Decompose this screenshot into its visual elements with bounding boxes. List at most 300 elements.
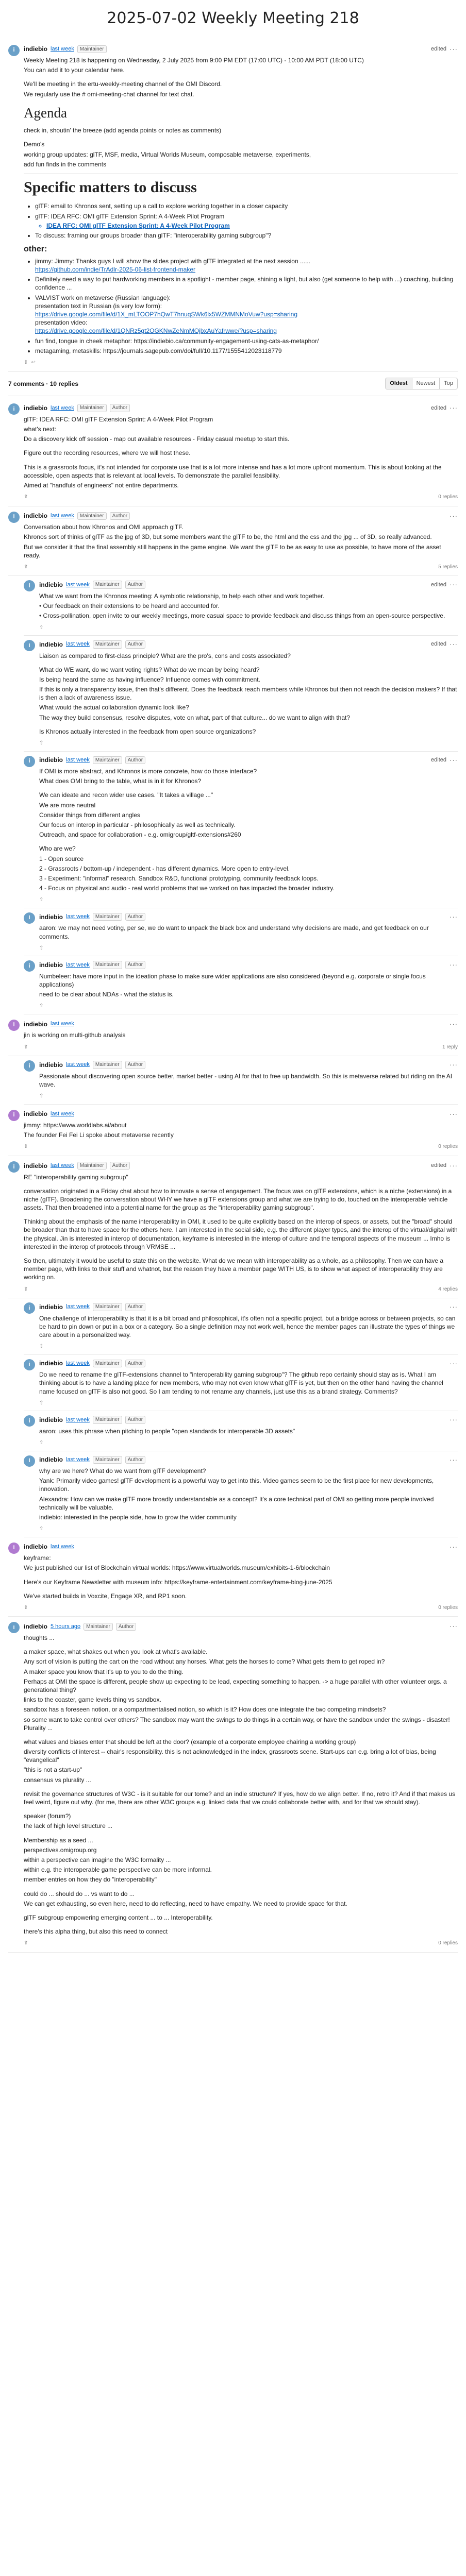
comment-line: We can ideate and recon wider use cases. "It takes a village ..." [39, 791, 213, 799]
post-meta [24, 45, 458, 54]
role-badge: Author [125, 1303, 145, 1311]
comment-footer [39, 896, 458, 904]
comment-time[interactable]: last week [66, 1360, 90, 1367]
author-name[interactable]: indiebio [24, 45, 47, 53]
role-badge: Maintainer [84, 1623, 113, 1631]
comment-line: within e.g. the interoperable game perspective can be more informal. [24, 1866, 212, 1874]
comment-line: what values and biases enter that should be left at the door? (example of a corporate employee chairing a working group) [24, 1738, 356, 1745]
role-badge: Author [110, 404, 130, 412]
avatar[interactable]: i [8, 512, 20, 523]
comment-line: links to the coaster, game levels thing vs sandbox. [24, 1696, 161, 1704]
comment [8, 1537, 458, 1617]
comment-line: The way they build consensus, resolve disputes, vote on what, part of that culture... do we want to align with that? [39, 714, 351, 721]
role-badge: Author [125, 1360, 145, 1368]
comment-body [39, 1415, 458, 1446]
upvote-icon[interactable]: ⇧ [39, 945, 44, 951]
list-item: • glTF: IDEA RFC: OMI glTF Extension Sprint: A 4-Week Pilot Program ◦ IDEA RFC: OMI glTF Extension Sprint: A 4-Week Pilot Program [35, 212, 458, 230]
comment-text [39, 972, 458, 999]
other-heading: other: [24, 245, 47, 254]
avatar[interactable]: i [24, 1455, 35, 1467]
author-name[interactable]: indiebio [24, 1020, 47, 1028]
replies-list [24, 1298, 458, 1537]
comment-line: What does OMI bring to the table, what is in it for Khronos? [39, 777, 202, 785]
more-options-icon[interactable]: ··· [450, 912, 458, 921]
comment-body [24, 1622, 458, 1946]
sort-oldest-button[interactable]: Oldest [386, 378, 411, 389]
list-item: • fun find, tongue in cheek metaphor: https://indiebio.ca/community-engagement-using-cats-as-metaphor/ [35, 337, 458, 345]
comment-meta [24, 1161, 458, 1171]
spacer [24, 1213, 458, 1217]
reply-count[interactable]: 0 replies [438, 1604, 458, 1611]
comment-time[interactable]: last week [51, 1021, 74, 1027]
comment-footer [39, 1526, 458, 1533]
more-options-icon[interactable]: ··· [450, 1416, 458, 1424]
upvote-icon[interactable]: ⇧ [39, 1440, 44, 1446]
comment-line: • Cross-pollination, open invite to our weekly meetings, more casual space to provide feedback and discuss things from an open-source perspective. [39, 612, 445, 620]
comment [8, 1105, 458, 1156]
comments-list [8, 398, 458, 1953]
replies-list [24, 1056, 458, 1104]
role-badge: Maintainer [77, 404, 107, 412]
author-name[interactable]: indiebio [39, 1360, 63, 1367]
comment-text [39, 652, 458, 736]
spacer [24, 1574, 458, 1578]
link[interactable]: https://drive.google.com/file/d/1X_mLTOOP7hQwT7hnuqSWk6lx5WZMMNMoVuw?usp=sharing [35, 310, 297, 318]
link[interactable]: https://github.com/indie/TrAdlr-2025-06-list-frontend-maker [35, 266, 196, 274]
upvote-icon[interactable]: ⇧ [24, 1144, 28, 1150]
avatar[interactable]: i [24, 1302, 35, 1314]
comment-footer [39, 1439, 458, 1447]
avatar[interactable]: i [24, 960, 35, 972]
comment-footer [39, 1343, 458, 1350]
comment-line: member entries on how they do "interoperability" [24, 1876, 157, 1884]
comment-footer [24, 1044, 458, 1051]
spacer [24, 1832, 458, 1836]
role-badge: Author [125, 961, 145, 969]
comment-time[interactable]: last week [66, 581, 90, 588]
calendar-text: You can add it to your calendar here. [24, 66, 125, 74]
comment-line: aaron: we may not need voting, per se, we do want to unpack the black box and understand why decisions are made, and get feedback on our comments. [39, 924, 429, 940]
comment [24, 576, 458, 636]
avatar[interactable]: i [8, 1161, 20, 1173]
comment-text [39, 1467, 458, 1521]
spacer [24, 1808, 458, 1812]
comment-line: perspectives.omigroup.org [24, 1846, 97, 1854]
comment-line: speaker (forum?) [24, 1812, 71, 1820]
author-name[interactable]: indiebio [24, 512, 47, 520]
role-badge: Maintainer [77, 1162, 107, 1170]
sort-top-button[interactable]: Top [439, 378, 457, 389]
spacer [24, 1252, 458, 1257]
comment-text [39, 924, 458, 940]
list-item: • VALVIST work on metaverse (Russian language): presentation text in Russian (is very low form): https://drive.google.com/file/d/1X_mLTOOP7hQwT7hnuqSWk6lx5WZMMNMoVuw?usp=sharing presentation video: https://drive.google.com/file/d/1QNRz5gt2OGKNwZeNmMOjbxAuYafrwwe/?usp=sharing [35, 294, 458, 335]
upvote-icon[interactable]: ⇧ [39, 1344, 44, 1350]
spacer [24, 1886, 458, 1890]
comment-time[interactable]: last week [66, 1416, 90, 1423]
comment-footer [39, 624, 458, 632]
more-options-icon[interactable]: ··· [450, 1303, 458, 1311]
comment-line: jin is working on multi-github analysis [24, 1031, 126, 1039]
comment-footer [24, 1940, 458, 1947]
more-options-icon[interactable]: ··· [450, 404, 458, 412]
comment-line: Alexandra: How can we make glTF more broadly understandable as a concept? It's a core technical part of OMI so getting more people involved technically will be valuable. [39, 1495, 434, 1511]
comment-meta [39, 1359, 458, 1368]
avatar[interactable]: i [8, 1110, 20, 1121]
comment-line: This is a grassroots focus, it's not intended for corporate use that is a lot more intense and has a lot more upfront momentum. This is about looking at the accessible, open aspects that is relevant at local levels. To demonstrate the parallel feasibility. [24, 463, 442, 479]
chat-text: We regularly use the # omi-meeting-chat channel for text chat. [24, 90, 194, 98]
comment-meta [39, 912, 458, 922]
comment-thread [8, 398, 458, 506]
comment [8, 1156, 458, 1298]
replies-list [24, 576, 458, 1014]
comment-line: What do WE want, do we want voting rights? What do we mean by being heard? [39, 666, 260, 673]
avatar[interactable]: i [8, 1020, 20, 1031]
comment-body [39, 756, 458, 904]
more-options-icon[interactable]: ··· [450, 1543, 458, 1551]
upvote-icon[interactable]: ⇧ [24, 494, 28, 500]
comment-meta [24, 1020, 458, 1029]
upvote-icon[interactable]: ⇧ [39, 1526, 44, 1532]
upvote-icon[interactable]: ⇧ [24, 1940, 28, 1946]
role-badge: Maintainer [77, 512, 107, 520]
author-name[interactable]: indiebio [39, 756, 63, 764]
agenda-line: working group updates: glTF, MSF, media, Virtual Worlds Museum, composable metaverse, experiments, [24, 150, 311, 158]
comment-line: 4 - Focus on physical and audio - real world problems that we worked on has impacted the broader industry. [39, 885, 335, 892]
reply-count[interactable]: 1 reply [442, 1044, 458, 1050]
author-name[interactable]: indiebio [24, 1543, 47, 1551]
more-options-icon[interactable]: ··· [450, 640, 458, 648]
upvote-icon[interactable]: ⇧ [39, 740, 44, 747]
comment-text [24, 1121, 458, 1139]
comment-thread [8, 1014, 458, 1105]
author-name[interactable]: indiebio [24, 1110, 47, 1118]
comment-line: Consider things from different angles [39, 811, 140, 819]
comment [24, 1298, 458, 1355]
comment-meta [39, 580, 458, 589]
comment-text [39, 1370, 458, 1396]
comment-text [24, 415, 458, 489]
more-options-icon[interactable]: ··· [450, 45, 458, 53]
avatar[interactable]: i [24, 1060, 35, 1072]
edited-label[interactable]: edited [431, 1162, 446, 1169]
author-name[interactable]: indiebio [24, 404, 47, 412]
comment-line: a maker space, what shakes out when you look at what's available. [24, 1648, 208, 1656]
comment-footer [39, 740, 458, 747]
edited-label[interactable]: edited [431, 404, 446, 411]
avatar[interactable]: i [8, 45, 20, 56]
comment-time[interactable]: last week [66, 1456, 90, 1463]
comment-footer [39, 1400, 458, 1407]
role-badge: Author [125, 1061, 145, 1069]
spacer [39, 723, 458, 727]
comment-line: 1 - Open source [39, 855, 84, 862]
more-options-icon[interactable]: ··· [450, 581, 458, 589]
comment-text [24, 523, 458, 560]
comment-line: Is being heard the same as having influence? Influence comes with commitment. [39, 675, 260, 683]
comment-line: We just published our list of Blockchain virtual worlds: https://www.virtualworlds.museum/exhibits-1-6/blockchain [24, 1564, 330, 1572]
comment-line: need to be clear about NDAs - what the status is. [39, 991, 174, 998]
comment-time[interactable]: last week [51, 1162, 74, 1169]
comment-line: thoughts ... [24, 1634, 55, 1642]
avatar[interactable]: i [24, 912, 35, 924]
reply-count[interactable]: 0 replies [438, 1940, 458, 1946]
comment-time[interactable]: last week [51, 404, 74, 411]
comment [24, 1056, 458, 1104]
upvote-icon[interactable]: ⇧ [24, 1044, 28, 1050]
comment-text [39, 592, 458, 620]
comment-meta [39, 640, 458, 649]
comment-line: aaron: uses this phrase when pitching to people "open standards for interoperable 3D assets" [39, 1427, 295, 1435]
reply-count[interactable]: 0 replies [438, 494, 458, 500]
comment-time[interactable]: 5 hours ago [51, 1623, 81, 1630]
comment-line: Do we need to rename the glTF-extensions channel to "interoperability gaming subgroup"? The github repo certainly should stay as is. What I am thinking about is to have a landing place for new members, who may not even know what glTF is yet, but then on the other hand having the channel name focused on glTF is also not good. So I am tending to not rename any channels, just use this as a brand strategy. Comments? [39, 1371, 443, 1395]
comment-line: We are more neutral [39, 801, 96, 809]
more-options-icon[interactable]: ··· [450, 756, 458, 764]
author-name[interactable]: indiebio [39, 1061, 63, 1069]
comment-line: Figure out the recording resources, where we will host these. [24, 449, 191, 457]
comment-time[interactable]: last week [51, 1544, 74, 1550]
comment-footer [24, 1604, 458, 1612]
avatar[interactable]: i [8, 1543, 20, 1554]
upvote-icon[interactable]: ⇧ [24, 1604, 28, 1611]
comment-line: One challenge of interoperability is that it is a bit broad and philosophical, it's often not a specific project, but a bridge across or between projects, so can be hard to pin down or put in a box or a category. So a single definition may not work well, hence the member pages can illustrate the types of things we care about in a personalized way. [39, 1314, 456, 1338]
comment-line: keyframe: [24, 1554, 51, 1562]
role-badge: Maintainer [93, 640, 122, 649]
more-options-icon[interactable]: ··· [450, 1020, 458, 1028]
comment-text [24, 1031, 458, 1039]
comment-line: If OMI is more abstract, and Khronos is more concrete, how do those interface? [39, 768, 257, 775]
comment-line: But we consider it that the final assembly still happens in the game engine. We want the glTF to be as easy to use as possible, to have more of the asset ready. [24, 543, 441, 559]
upvote-icon[interactable]: ⇧ [39, 624, 44, 631]
author-name[interactable]: indiebio [39, 913, 63, 921]
author-name[interactable]: indiebio [39, 640, 63, 648]
role-badge: Author [125, 1456, 145, 1464]
comment-meta [24, 403, 458, 413]
comment-body [24, 512, 458, 571]
upvote-icon[interactable]: ⇧ [39, 1093, 44, 1099]
role-badge: Maintainer [93, 913, 122, 921]
comment-footer [39, 1003, 458, 1010]
comment-meta [24, 1110, 458, 1119]
comment-body [39, 1302, 458, 1350]
post-time[interactable]: last week [51, 45, 74, 52]
comment-meta [24, 1543, 458, 1552]
comment-line: Do a discovery kick off session - map out available resources - Friday casual meetup to start this. [24, 435, 290, 443]
agenda-line: Demo's [24, 141, 45, 148]
comment-time[interactable]: last week [51, 512, 74, 519]
reply-count[interactable]: 5 replies [438, 564, 458, 570]
spacer [24, 1923, 458, 1927]
comment-meta [24, 1622, 458, 1631]
comment-line: Who are we? [39, 845, 76, 853]
comment [8, 398, 458, 506]
more-options-icon[interactable]: ··· [450, 1161, 458, 1170]
comment-line: Our focus on interop in particular - philosophically as well as technically. [39, 821, 236, 829]
comment-line: RE "interoperability gaming subgroup" [24, 1173, 128, 1181]
comment-time[interactable]: last week [66, 1303, 90, 1310]
comment-footer [24, 1143, 458, 1150]
comment-line: Liaison as compared to first-class principle? What are the pro's, cons and costs associated? [39, 652, 291, 659]
role-badge: Maintainer [93, 756, 122, 765]
more-options-icon[interactable]: ··· [450, 1455, 458, 1464]
avatar[interactable]: i [24, 756, 35, 767]
more-options-icon[interactable]: ··· [450, 1061, 458, 1069]
reply-count[interactable]: 0 replies [438, 1144, 458, 1150]
comment-line: why are we here? What do we want from glTF development? [39, 1467, 206, 1475]
comment-line: what's next: [24, 425, 56, 433]
comment-line: consensus vs plurality ... [24, 1776, 91, 1784]
comment-footer [39, 1093, 458, 1100]
avatar[interactable]: i [24, 1359, 35, 1370]
comment-body [24, 403, 458, 500]
comment-meta [24, 512, 458, 521]
author-name[interactable]: indiebio [39, 1456, 63, 1464]
sort-newest-button[interactable]: Newest [412, 378, 440, 389]
comment-time[interactable]: last week [66, 756, 90, 763]
comments-count: 7 comments · 10 replies [8, 380, 79, 387]
comment-body [39, 960, 458, 1010]
list-item: • To discuss: framing our groups broader than glTF: "interoperability gaming subgroup"? [35, 231, 458, 240]
discord-text: We'll be meeting in the ertu-weekly-meeting channel of the OMI Discord. [24, 80, 222, 88]
upvote-icon[interactable]: ⇧ [24, 359, 28, 365]
role-badge: Author [125, 581, 145, 589]
reply-icon[interactable]: ↩ [31, 359, 36, 365]
upvote-icon[interactable]: ⇧ [24, 564, 28, 570]
more-options-icon[interactable]: ··· [450, 1359, 458, 1367]
upvote-icon[interactable]: ⇧ [39, 1003, 44, 1009]
comment-footer [39, 945, 458, 952]
specific-heading: Specific matters to discuss [24, 174, 458, 198]
avatar[interactable]: i [8, 403, 20, 415]
comment-line: 2 - Grassroots / bottom-up / independent - has different dynamics. More open to entry-level. [39, 865, 290, 872]
more-options-icon[interactable]: ··· [450, 1622, 458, 1631]
other-list [35, 257, 458, 355]
upvote-icon[interactable]: ⇧ [39, 897, 44, 903]
post-body [24, 56, 458, 355]
comment [24, 636, 458, 752]
maintainer-badge: Maintainer [77, 45, 107, 54]
comment-thread [8, 1105, 458, 1156]
comment [24, 908, 458, 956]
reply-count[interactable]: 4 replies [438, 1286, 458, 1292]
comment-line: there's this alpha thing, but also this need to connect [24, 1928, 168, 1936]
comment-thread [8, 1617, 458, 1952]
comment-body [39, 1060, 458, 1099]
comments-toolbar [8, 371, 458, 396]
comment-time[interactable]: last week [66, 641, 90, 648]
spacer [24, 1588, 458, 1592]
agenda-heading: Agenda [24, 105, 67, 121]
author-name[interactable]: indiebio [39, 961, 63, 969]
comment-body [24, 1020, 458, 1050]
more-options-icon[interactable]: ··· [450, 961, 458, 969]
comment-line: Conversation about how Khronos and OMI approach glTF. [24, 523, 184, 531]
avatar[interactable]: i [24, 580, 35, 591]
comment-line: • Our feedback on their extensions to be heard and accounted for. [39, 602, 220, 610]
spacer [24, 1183, 458, 1187]
comment-meta [39, 1060, 458, 1070]
author-name[interactable]: indiebio [39, 1416, 63, 1423]
role-badge: Author [116, 1623, 136, 1631]
comment-meta [39, 1415, 458, 1425]
comment-footer [24, 564, 458, 571]
comment-body [24, 1110, 458, 1150]
comment-line: 3 - Experiment: "informal" research. Sandbox R&D, functional prototyping, community feedback loops. [39, 874, 319, 882]
more-options-icon[interactable]: ··· [450, 512, 458, 520]
comment-text [39, 1314, 458, 1340]
comment-line: Numbeleer: have more input in the ideation phase to make sure wider applications are also considered (beyond e.g. corporate or single focus applications) [39, 972, 426, 988]
spacer [39, 840, 458, 844]
author-name[interactable]: indiebio [39, 1303, 63, 1311]
comment-line: We can get exhausting, so even here, need to do reflecting, need to have empathy. We need to provide space for that. [24, 1900, 347, 1907]
comment-line: revisit the governance structures of W3C - is it suitable for our tome? and an indie structure? If yes, how do we align better. If no, retro it? And if that makes us feel weird, figure out why. (for me, there are other W3C groups e.g. linked data that we could collaborate better with, and for that we should stay). [24, 1790, 456, 1806]
author-name[interactable]: indiebio [24, 1623, 47, 1631]
comment-body [24, 1161, 458, 1293]
specific-list [35, 202, 458, 240]
avatar[interactable]: i [8, 1622, 20, 1633]
edited-label[interactable]: edited [431, 641, 446, 648]
comment-line: Membership as a seed ... [24, 1836, 93, 1844]
comment-body [39, 640, 458, 747]
comment-line: So then, ultimately it would be useful to state this on the website. What do we mean with interoperability as a whole, as a philosophy. Then we can have a member page, with links to their stuff and whatnot, but the reason they have a member page WITH US, is to show what aspect of interoperability they are working on. [24, 1257, 444, 1281]
role-badge: Maintainer [93, 961, 122, 969]
comment [24, 956, 458, 1014]
comment-line: Outreach, and space for collaboration - e.g. omigroup/gltf-extensions#260 [39, 831, 241, 839]
comment-time[interactable]: last week [51, 1110, 74, 1117]
comment-line: could do ... should do ... vs want to do ... [24, 1890, 135, 1897]
spacer [39, 662, 458, 666]
upvote-icon[interactable]: ⇧ [24, 1286, 28, 1292]
comment-line: conversation originated in a Friday chat about how to innovate a sense of engagement. The focus was on glTF extensions, which is a niche (extensions) in a niche (glTF). Broadening the conversation about WHY we have a glTF extensions group and what we are trying to do, touched on the interoperable vehicle assets. That then broadened into a potential name for the group as the "interoperability gaming subgroup". [24, 1187, 452, 1212]
edited-label[interactable]: edited [431, 45, 446, 52]
comment [24, 1411, 458, 1451]
main-post [8, 40, 458, 372]
comment-time[interactable]: last week [66, 961, 90, 968]
comment-line: Khronos sort of thinks of glTF as the jpg of 3D, but some members want the glTF to be, the html and the css and the jpg ... of 3D, so really advanced. [24, 533, 432, 541]
edited-label[interactable]: edited [431, 581, 446, 588]
spacer [24, 1643, 458, 1648]
spacer [24, 1734, 458, 1738]
sort-control [385, 378, 458, 389]
comment-line: diversity conflicts of interest -- chair's responsibility. this is not acknowledged in the index, grassroots scene. Start-ups can e.g. bring a lot of bias, being "evangelical" [24, 1748, 436, 1764]
comment-text [24, 1173, 458, 1282]
comment-line: What we want from the Khronos meeting: A symbiotic relationship, to help each other and work together. [39, 592, 324, 600]
comment-line: indiebio: interested in the people side, how to grow the wider community [39, 1514, 237, 1521]
meeting-time-text: Weekly Meeting 218 is happening on Wednesday, 2 July 2025 from 9:00 PM EDT (17:00 UTC) - 10:00 AM PDT (18:00 UTC) [24, 57, 364, 64]
link[interactable]: https://drive.google.com/file/d/1QNRz5gt2OGKNwZeNmMOjbxAuYafrwwe/?usp=sharing [35, 327, 277, 335]
upvote-icon[interactable]: ⇧ [39, 1400, 44, 1406]
avatar[interactable]: i [24, 1415, 35, 1427]
author-name[interactable]: indiebio [39, 581, 63, 589]
edited-label[interactable]: edited [431, 756, 446, 763]
avatar[interactable]: i [24, 640, 35, 651]
comment-time[interactable]: last week [66, 913, 90, 920]
rfc-link[interactable]: ◦ IDEA RFC: OMI glTF Extension Sprint: A 4-Week Pilot Program [46, 222, 458, 230]
comment-thread [8, 1156, 458, 1537]
more-options-icon[interactable]: ··· [450, 1110, 458, 1118]
comment-line: Here's our Keyframe Newsletter with museum info: https://keyframe-entertainment.com/keyframe-blog-june-2025 [24, 1578, 332, 1586]
role-badge: Author [125, 640, 145, 649]
comment-time[interactable]: last week [66, 1061, 90, 1068]
comment-line: Aimed at "handfuls of engineers" not entire departments. [24, 481, 179, 489]
comment-line: If this is only a transparency issue, then that's different. Does the feedback reach members while Khronos but then not reach the decision makers? If that is then a lack of awareness issue. [39, 686, 457, 702]
comment-body [24, 1543, 458, 1612]
comment-text [39, 1072, 458, 1089]
comment-line: Any sort of vision is putting the cart on the road without any horses. What gets the horses to come? What gets them to get roped in? [24, 1658, 385, 1666]
comment-text [24, 1634, 458, 1936]
author-name[interactable]: indiebio [24, 1162, 47, 1170]
comment-body [39, 1359, 458, 1407]
